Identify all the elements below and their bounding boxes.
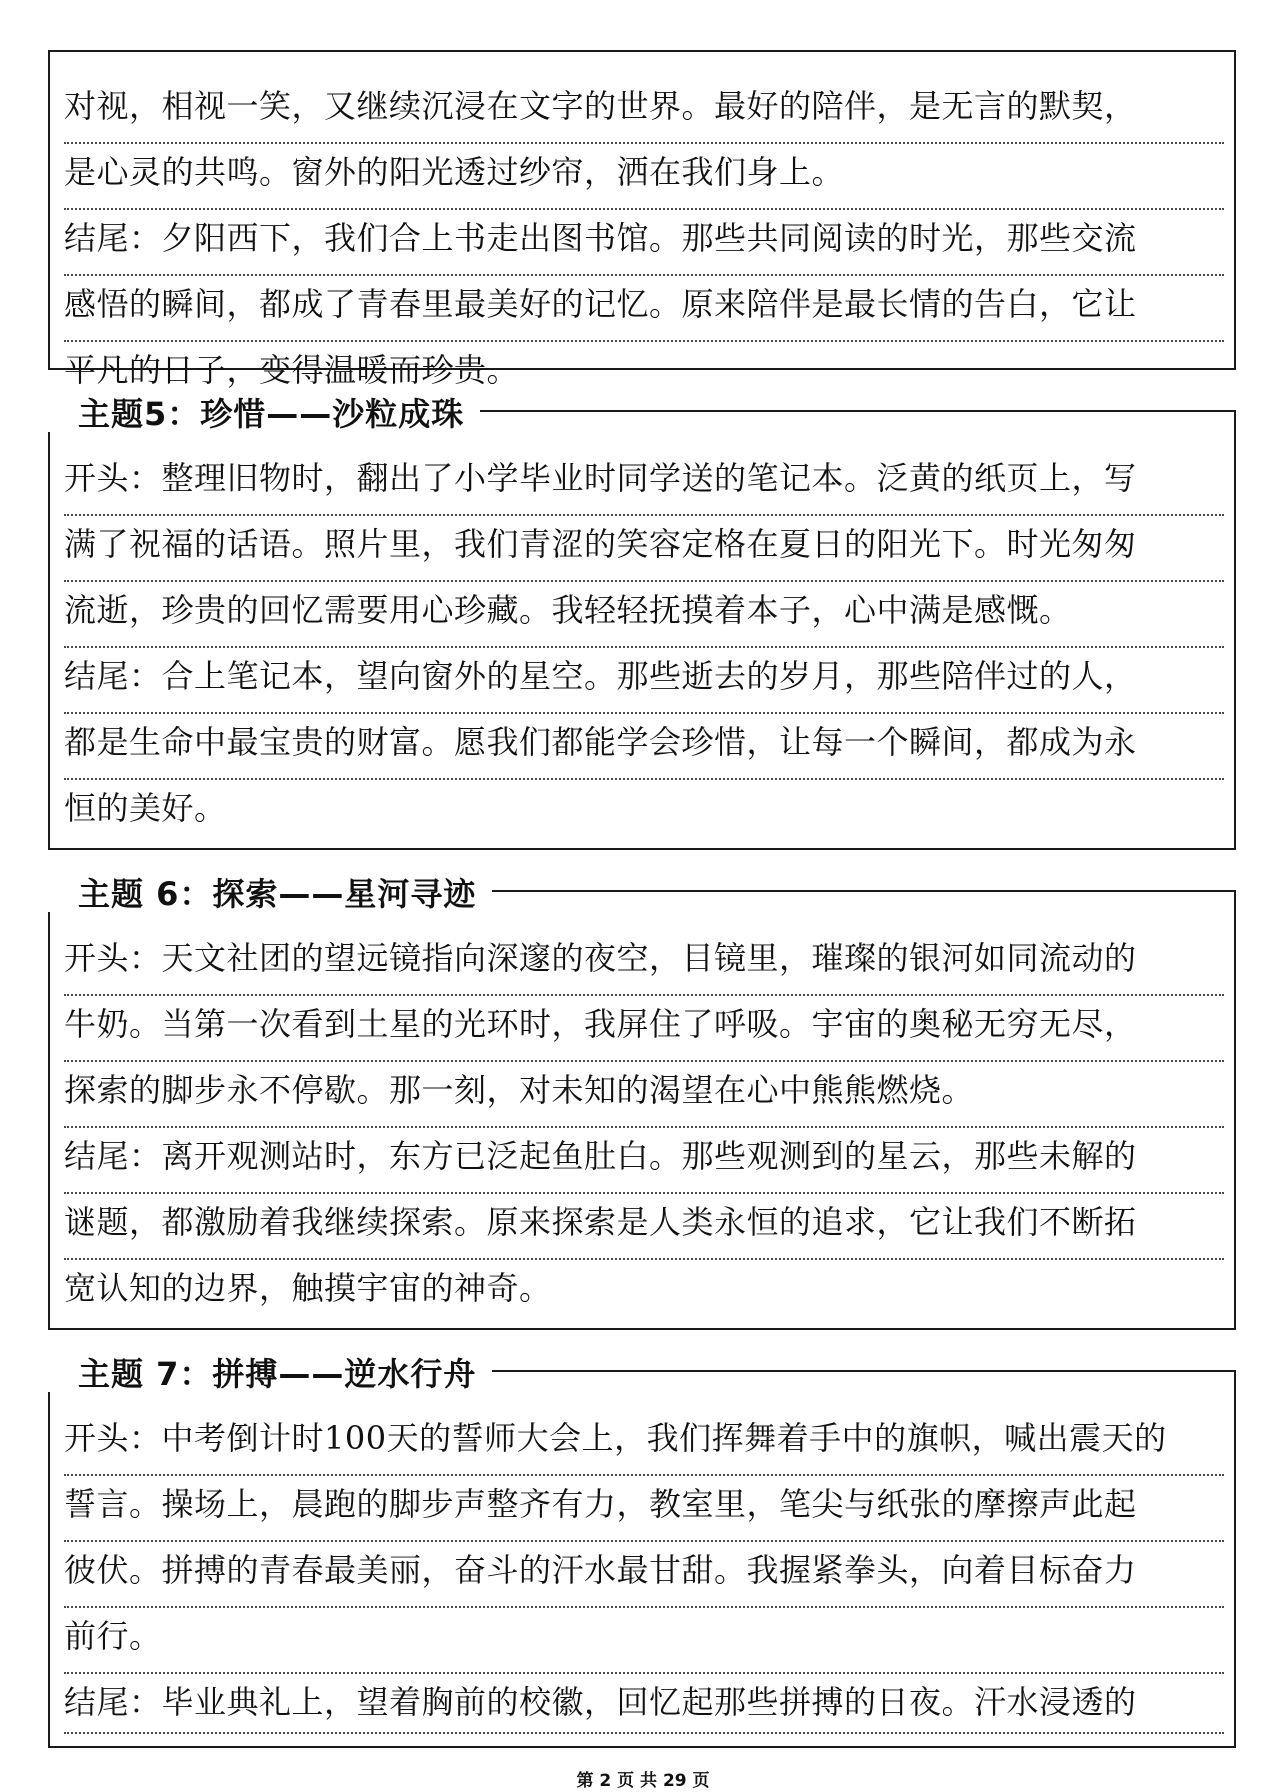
section-6-box: [48, 875, 1236, 1330]
text-line: 开头：整理旧物时，翻出了小学毕业时同学送的笔记本。泛黄的纸页上，写: [64, 450, 1224, 516]
text-line: 彼伏。拼搏的青春最美丽，奋斗的汗水最甘甜。我握紧拳头，向着目标奋力: [64, 1542, 1224, 1608]
text-line: 牛奶。当第一次看到土星的光环时，我屏住了呼吸。宇宙的奥秘无穷无尽，: [64, 996, 1224, 1062]
section-5-box: [48, 395, 1236, 850]
text-line: 宽认知的边界，触摸宇宙的神奇。: [64, 1269, 552, 1307]
text-line: 恒的美好。: [64, 789, 227, 827]
box-corner-gap: [48, 890, 68, 912]
box-corner-gap: [48, 410, 68, 432]
page-number: 第 2 页 共 29 页: [576, 1771, 710, 1791]
text-line: 开头：中考倒计时100天的誓师大会上，我们挥舞着手中的旗帜，喊出震天的: [64, 1410, 1224, 1476]
text-line: 前行。: [64, 1608, 1224, 1674]
text-line: 结尾：合上笔记本，望向窗外的星空。那些逝去的岁月，那些陪伴过的人，: [64, 648, 1224, 714]
text-line: 对视，相视一笑，又继续沉浸在文字的世界。最好的陪伴，是无言的默契，: [64, 78, 1224, 144]
section-title-bar: [68, 1350, 1234, 1394]
section-title: 主题 7：拼搏——逆水行舟: [68, 1349, 492, 1395]
section-7-box: [48, 1355, 1236, 1748]
text-line: 都是生命中最宝贵的财富。愿我们都能学会珍惜，让每一个瞬间，都成为永: [64, 714, 1224, 780]
text-line: 誓言。操场上，晨跑的脚步声整齐有力，教室里，笔尖与纸张的摩擦声此起: [64, 1476, 1224, 1542]
text-line: 开头：天文社团的望远镜指向深邃的夜空，目镜里，璀璨的银河如同流动的: [64, 930, 1224, 996]
text-line: 满了祝福的话语。照片里，我们青涩的笑容定格在夏日的阳光下。时光匆匆: [64, 516, 1224, 582]
text-line: 感悟的瞬间，都成了青春里最美好的记忆。原来陪伴是最长情的告白，它让: [64, 276, 1224, 342]
section-4-box: [48, 50, 1236, 389]
text-line: 结尾：毕业典礼上，望着胸前的校徽，回忆起那些拼搏的日夜。汗水浸透的: [64, 1674, 1224, 1734]
text-line: 流逝，珍贵的回忆需要用心珍藏。我轻轻抚摸着本子，心中满是感慨。: [64, 582, 1224, 648]
text-line: 结尾：夕阳西下，我们合上书走出图书馆。那些共同阅读的时光，那些交流: [64, 210, 1224, 276]
text-line: 结尾：离开观测站时，东方已泛起鱼肚白。那些观测到的星云，那些未解的: [64, 1128, 1224, 1194]
text-line: 平凡的日子，变得温暖而珍贵。: [64, 351, 520, 389]
text-line: 是心灵的共鸣。窗外的阳光透过纱帘，洒在我们身上。: [64, 144, 1224, 210]
section-title: 主题5：珍惜——沙粒成珠: [68, 389, 480, 435]
box-corner-gap: [48, 1370, 68, 1392]
section-title-bar: [68, 390, 1234, 434]
section-title: 主题 6：探索——星河寻迹: [68, 869, 492, 915]
text-line: 谜题，都激励着我继续探索。原来探索是人类永恒的追求，它让我们不断拓: [64, 1194, 1224, 1260]
section-title-bar: [68, 870, 1234, 914]
text-line: 探索的脚步永不停歇。那一刻，对未知的渴望在心中熊熊燃烧。: [64, 1062, 1224, 1128]
